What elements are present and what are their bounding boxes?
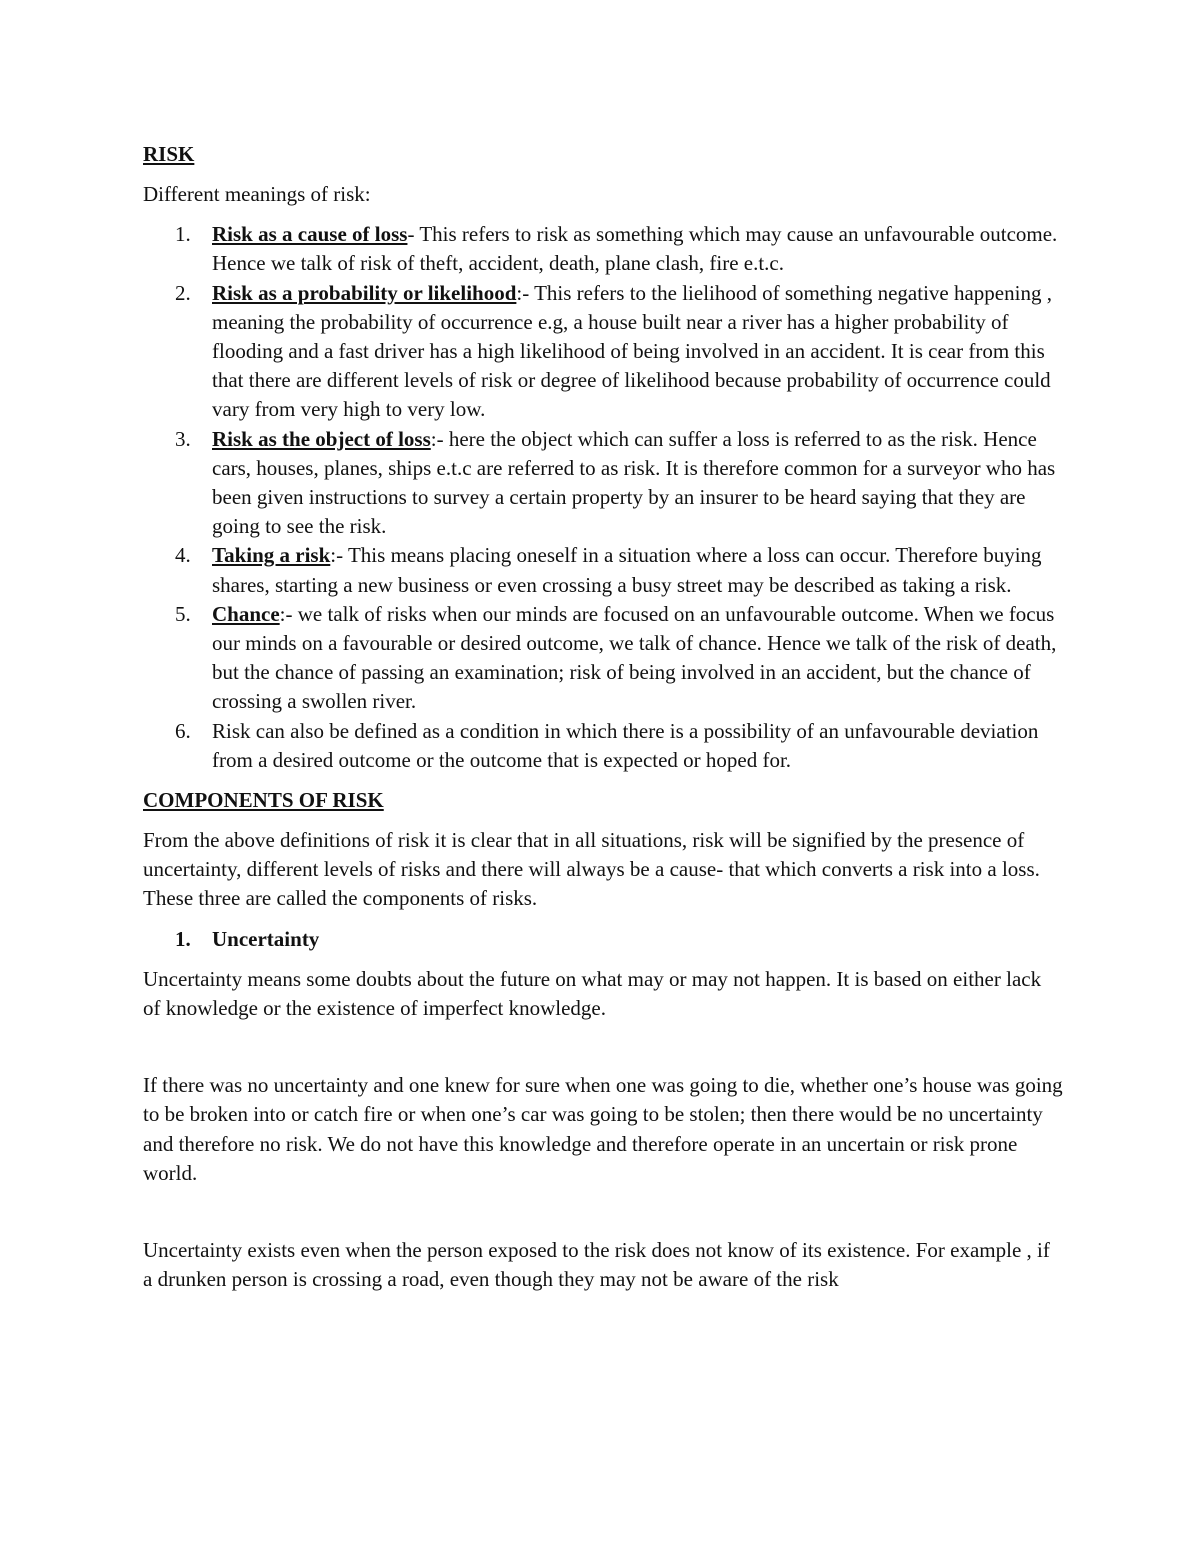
intro-text: Different meanings of risk: xyxy=(143,182,371,206)
spacer xyxy=(143,209,1063,220)
definition-item xyxy=(143,600,1063,717)
spacer xyxy=(143,169,1063,180)
list-number: 5. xyxy=(175,601,191,626)
list-number: 1. xyxy=(175,222,191,247)
subsection-number: 1. xyxy=(175,926,191,951)
uncertainty-paragraph-1: Uncertainty means some doubts about the future on what may or may not happen. It is based on either lack of knowledge or the existence of imperfect knowledge. xyxy=(143,966,1042,1021)
definition-item xyxy=(143,425,1063,542)
uncertainty-paragraph-2: If there was no uncertainty and one knew for sure when one was going to die, whether one’s house was going to be broken into or catch fire or when one’s car was going to be stolen; then there would be no uncertainty and therefore no risk. We do not have this knowledge and therefore operate in an uncertain or risk prone world. xyxy=(143,1073,1063,1185)
list-number: 6. xyxy=(175,718,191,743)
definition-term: Taking a risk xyxy=(212,543,331,568)
document-page xyxy=(143,140,1063,1295)
definition-term: Risk as a cause of loss xyxy=(212,222,408,247)
list-number: 4. xyxy=(175,543,191,568)
subsection-title: Uncertainty xyxy=(212,926,320,951)
uncertainty-paragraph-3: Uncertainty exists even when the person exposed to the risk does not know of its existence. For example , if a drunken person is crossing a road, even though they may not be aware of the risk xyxy=(143,1238,1050,1292)
definition-text: :- here the object which can suffer a loss is referred to as the risk. Hence cars, houses, planes, ships e.t.c are referred to as risk. It is therefore common for a surveyor who has been given instructions to survey a certain property by an insurer to be heard saying that they are going to see the risk. xyxy=(212,426,1056,539)
definition-item xyxy=(143,717,1063,775)
definition-text: :- This means placing oneself in a situation where a loss can occur. Therefore buying shares, starting a new business or even crossing a busy street may be described as taking a risk. xyxy=(212,543,1042,597)
components-intro: From the above definitions of risk it is clear that in all situations, risk will be signified by the presence of uncertainty, different levels of risks and there will always be a cause- that which converts a risk into a loss. These three are called the components of risks. xyxy=(143,828,1040,911)
page-title: RISK xyxy=(143,142,195,166)
definition-text: :- we talk of risks when our minds are focused on an unfavourable outcome. When we focus our minds on a favourable or desired outcome, we talk of chance. Hence we talk of the risk of death, but the chance of passing an examination; risk of being involved in an accident, but the chance of crossing a swollen river. xyxy=(212,601,1057,714)
spacer xyxy=(143,1188,1063,1236)
spacer xyxy=(143,775,1063,786)
definition-text: - This refers to risk as something which may cause an unfavourable outcome. Hence we talk of risk of theft, accident, death, plane clash, fire e.t.c. xyxy=(212,222,1058,276)
section-heading-components: COMPONENTS OF RISK xyxy=(143,788,384,813)
definition-text: :- This refers to the lielihood of something negative happening , meaning the probability of occurrence e.g, a house built near a river has a higher probability of flooding and a fast driver has a high likelihood of being involved in an accident. It is cear from this that there are different levels of risk or degree of likelihood because probability of occurrence could vary from very high to very low. xyxy=(212,280,1052,422)
definitions-list xyxy=(143,220,1063,775)
definition-term: Risk as a probability or likelihood xyxy=(212,280,517,305)
spacer xyxy=(143,914,1063,925)
definition-item xyxy=(143,541,1063,599)
definition-term: Chance xyxy=(212,601,280,626)
spacer xyxy=(143,954,1063,965)
subsection-heading-uncertainty xyxy=(143,925,1063,954)
definition-item xyxy=(143,220,1063,278)
definition-text: Risk can also be defined as a condition in which there is a possibility of an unfavourable deviation from a desired outcome or the outcome that is expected or hoped for. xyxy=(212,718,1039,772)
spacer xyxy=(143,815,1063,826)
definition-term: Risk as the object of loss xyxy=(212,426,431,451)
list-number: 2. xyxy=(175,280,191,305)
spacer xyxy=(143,1023,1063,1071)
definition-item xyxy=(143,279,1063,425)
list-number: 3. xyxy=(175,426,191,451)
